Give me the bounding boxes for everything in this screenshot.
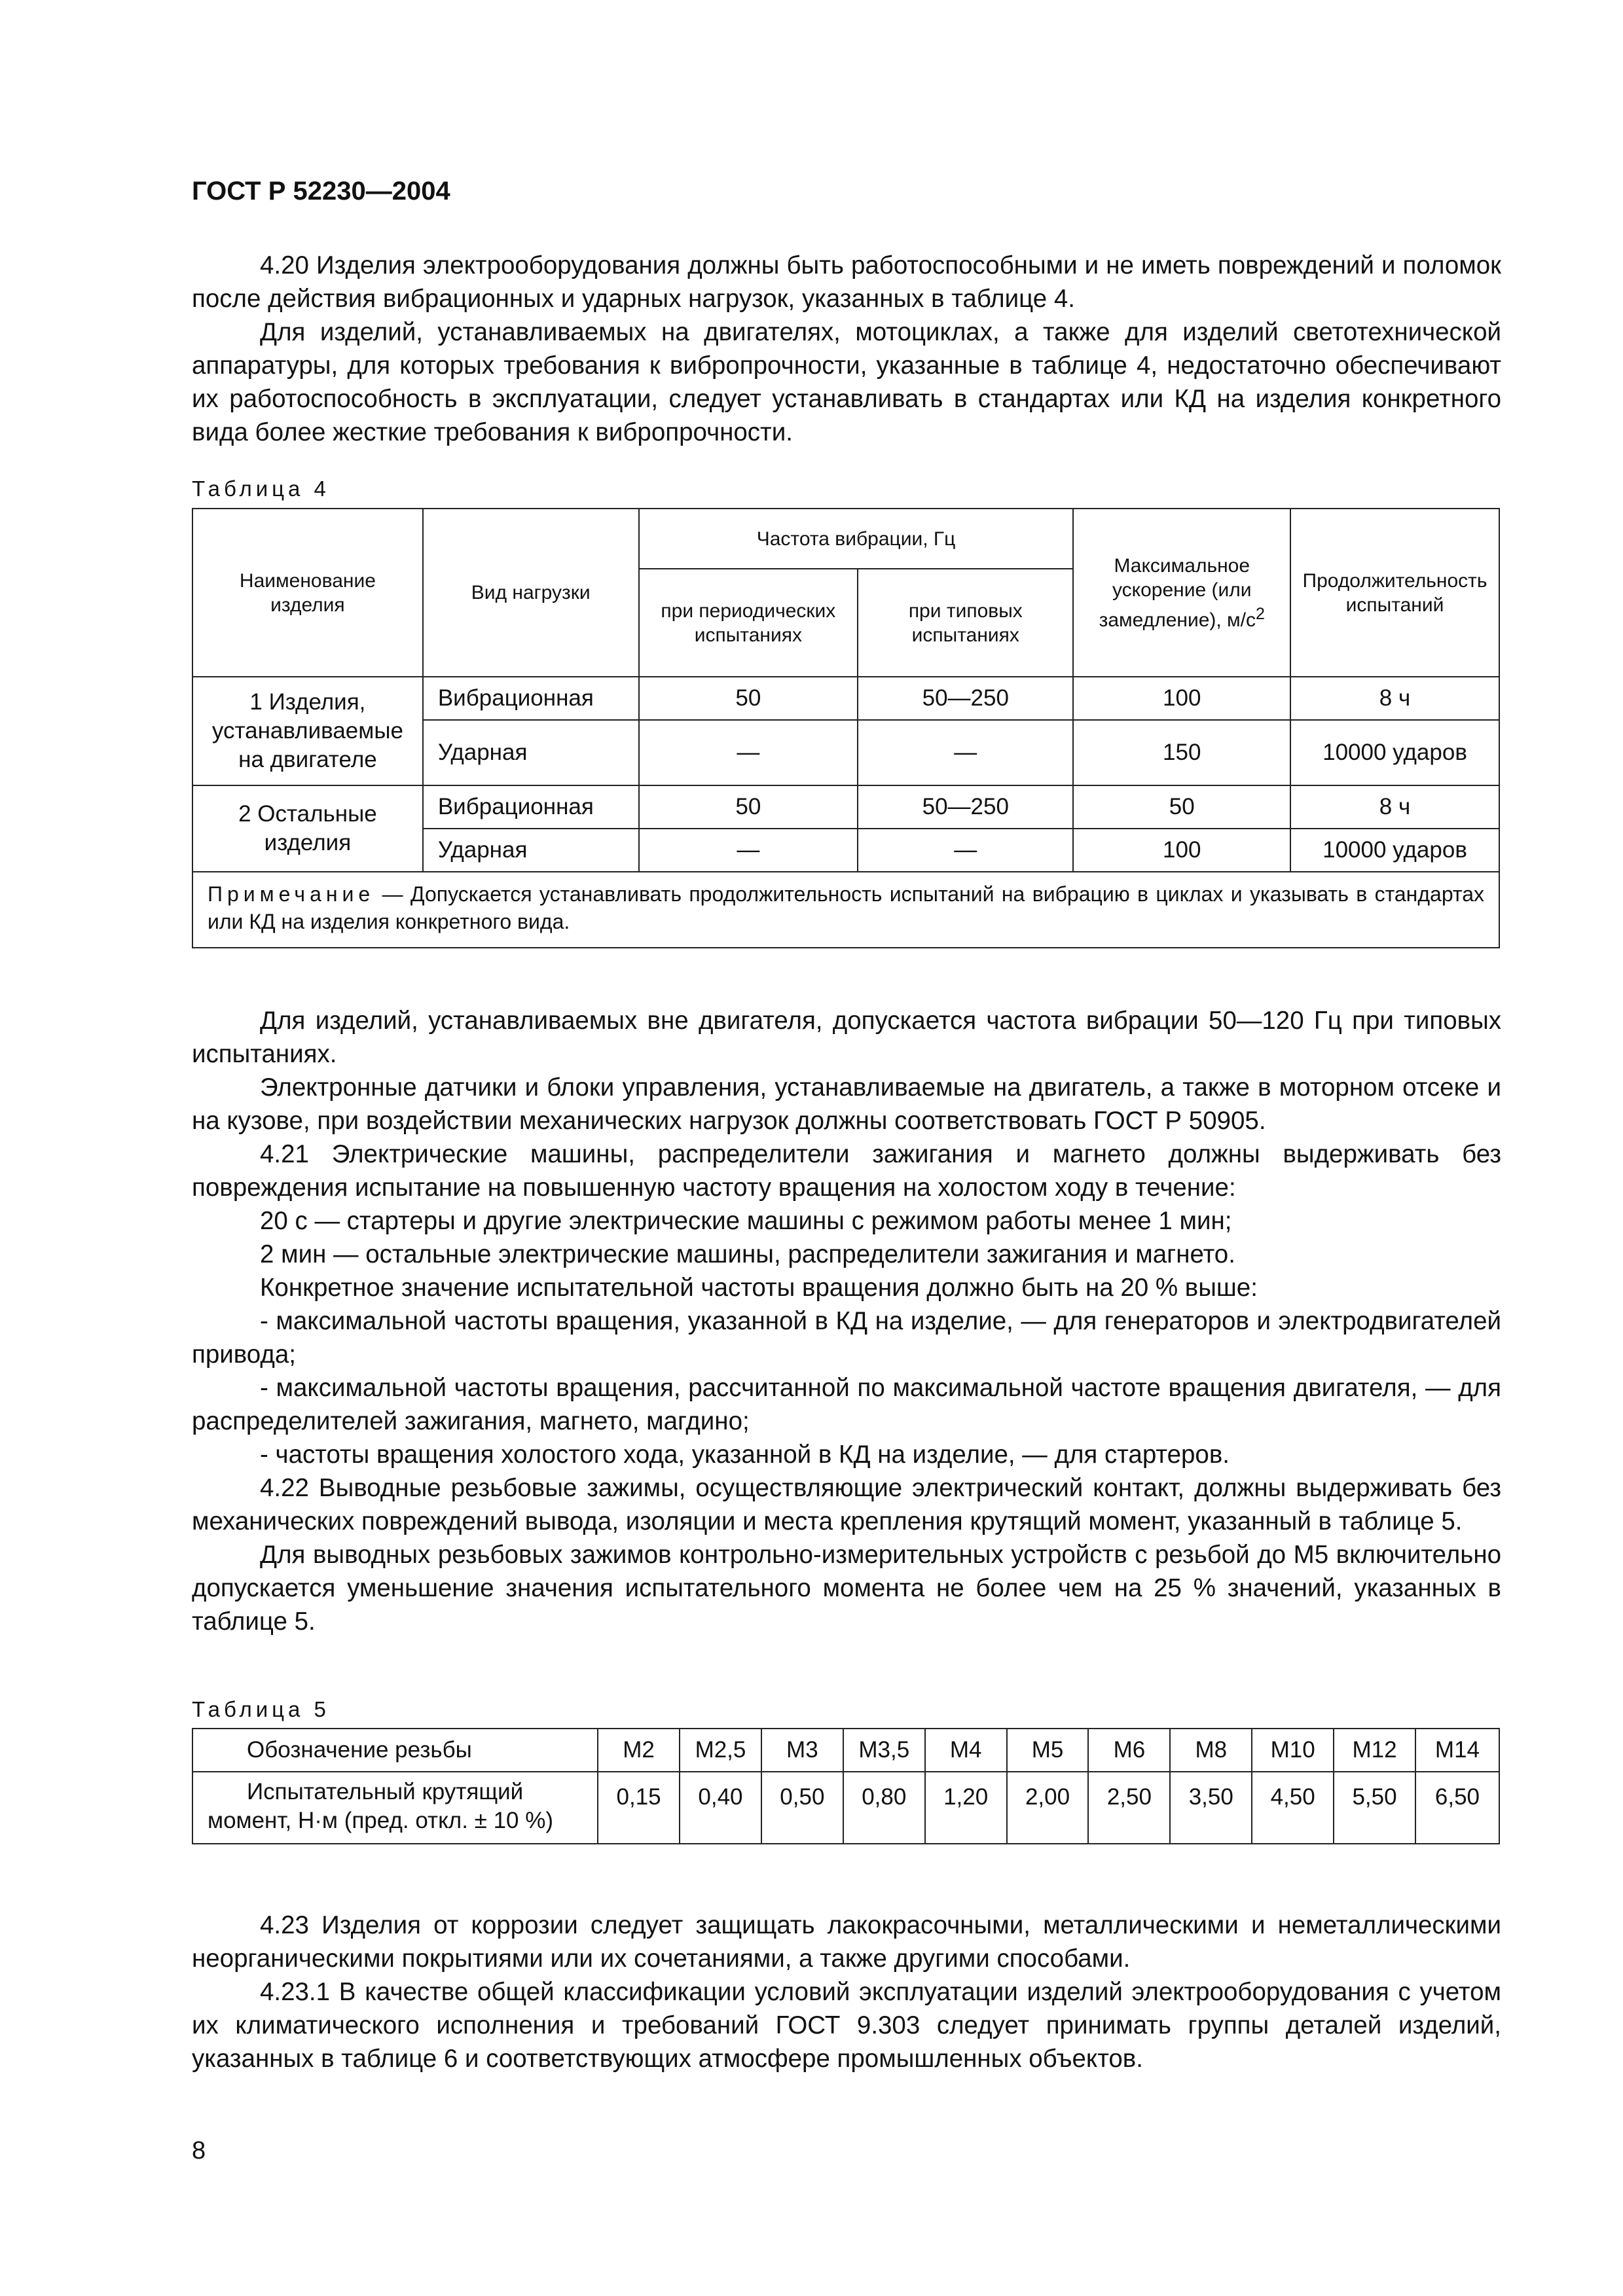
torque-cell: 0,40 bbox=[680, 1772, 761, 1844]
thread-row bbox=[192, 1729, 1499, 1772]
torque-cell: 4,50 bbox=[1252, 1772, 1334, 1844]
torque-cell: 0,80 bbox=[843, 1772, 925, 1844]
torque-cell: 6,50 bbox=[1415, 1772, 1499, 1844]
torque-cell: 2,00 bbox=[1007, 1772, 1089, 1844]
header-load-type: Вид нагрузки bbox=[423, 509, 639, 677]
duration-cell: 10000 ударов bbox=[1290, 829, 1499, 872]
torque-row-label: Испытательный крутящий момент, Н·м (пред. откл. ± 10 %) bbox=[192, 1772, 598, 1844]
paragraph: Для изделий, устанавливаемых на двигателях, мотоциклах, а также для изделий светотехнической аппаратуры, для которых требования к вибропрочности, указанные в таблице 4, недостаточно обеспечивают их работоспособность в эксплуатации, следует устанавливать в стандартах или КД на изделия конкретного вида более жесткие требования к вибропрочности. bbox=[192, 318, 1501, 446]
paragraph: 4.21 Электрические машины, распределители зажигания и магнето должны выдерживать без повреждения испытание на повышенную частоту вращения на холостом ходу в течение: bbox=[192, 1140, 1501, 1202]
section-4-20 bbox=[192, 249, 1501, 449]
thread-cell: М3,5 bbox=[843, 1729, 925, 1772]
frequency-periodic-cell: 50 bbox=[639, 677, 858, 720]
paragraph: 4.23 Изделия от коррозии следует защищать лакокрасочными, металлическими и неметаллическими неорганическими покрытиями или их сочетаниями, а также другими способами. bbox=[192, 1911, 1501, 1973]
note-label: Примечание bbox=[208, 882, 375, 906]
paragraph: 4.23.1 В качестве общей классификации условий эксплуатации изделий электрооборудования с учетом их климатического исполнения и требований ГОСТ 9.303 следует принимать группы деталей изделий, указанных в таблице 6 и соответствующих атмосфере промышленных объектов. bbox=[192, 1978, 1501, 2073]
thread-cell: М2,5 bbox=[680, 1729, 761, 1772]
acceleration-cell: 100 bbox=[1073, 677, 1290, 720]
header-max-acceleration-text: Максимальное ускорение (или замедление), м/с bbox=[1099, 554, 1256, 631]
list-item: - максимальной частоты вращения, рассчитанной по максимальной частоте вращения двигателя, — для распределителей зажигания, магнето, магдино; bbox=[192, 1374, 1501, 1435]
frequency-periodic-cell: 50 bbox=[639, 785, 858, 829]
document-code: ГОСТ Р 52230—2004 bbox=[192, 177, 450, 206]
thread-cell: М8 bbox=[1170, 1729, 1252, 1772]
header-frequency-periodic: при периодических испытаниях bbox=[639, 569, 858, 677]
torque-cell: 0,15 bbox=[598, 1772, 680, 1844]
thread-cell: М14 bbox=[1415, 1729, 1499, 1772]
frequency-typical-cell: — bbox=[858, 829, 1073, 872]
frequency-periodic-cell: — bbox=[639, 720, 858, 785]
product-group-name: 2 Остальные изделия bbox=[192, 785, 423, 872]
frequency-typical-cell: 50—250 bbox=[858, 785, 1073, 829]
torque-cell: 3,50 bbox=[1170, 1772, 1252, 1844]
thread-cell: М6 bbox=[1088, 1729, 1170, 1772]
paragraph: 2 мин — остальные электрические машины, распределители зажигания и магнето. bbox=[260, 1240, 1235, 1268]
unit-superscript: 2 bbox=[1256, 604, 1265, 623]
table4-caption: Таблица 4 bbox=[192, 476, 330, 501]
duration-cell: 10000 ударов bbox=[1290, 720, 1499, 785]
table5-caption: Таблица 5 bbox=[192, 1697, 330, 1721]
header-max-acceleration bbox=[1073, 509, 1290, 677]
load-type-cell: Ударная bbox=[423, 829, 639, 872]
paragraph: 4.20 Изделия электрооборудования должны быть работоспособными и не иметь повреждений и поломок после действия вибрационных и ударных нагрузок, указанных в таблице 4. bbox=[192, 251, 1501, 313]
table4-note bbox=[192, 872, 1499, 948]
load-type-cell: Вибрационная bbox=[423, 785, 639, 829]
duration-cell: 8 ч bbox=[1290, 677, 1499, 720]
paragraph: Конкретное значение испытательной частоты вращения должно быть на 20 % выше: bbox=[260, 1274, 1258, 1302]
product-group-name: 1 Изделия, устанавливаемые на двигателе bbox=[192, 677, 423, 785]
thread-cell: М10 bbox=[1252, 1729, 1334, 1772]
header-duration: Продолжительность испытаний bbox=[1290, 509, 1499, 677]
section-4-20-4-22 bbox=[192, 1004, 1501, 1638]
thread-cell: М2 bbox=[598, 1729, 680, 1772]
page-number: 8 bbox=[192, 2137, 206, 2164]
header-product-name: Наименование изделия bbox=[192, 509, 423, 677]
torque-cell: 0,50 bbox=[761, 1772, 843, 1844]
torque-row bbox=[192, 1772, 1499, 1844]
thread-row-label: Обозначение резьбы bbox=[192, 1729, 598, 1772]
frequency-typical-cell: 50—250 bbox=[858, 677, 1073, 720]
list-item: - частоты вращения холостого хода, указанной в КД на изделие, — для стартеров. bbox=[260, 1441, 1230, 1469]
thread-cell: М4 bbox=[925, 1729, 1007, 1772]
section-4-23 bbox=[192, 1909, 1501, 2075]
paragraph: Для изделий, устанавливаемых вне двигателя, допускается частота вибрации 50—120 Гц при типовых испытаниях. bbox=[192, 1007, 1501, 1068]
load-type-cell: Ударная bbox=[423, 720, 639, 785]
duration-cell: 8 ч bbox=[1290, 785, 1499, 829]
note-text: — Допускается устанавливать продолжительность испытаний на вибрацию в циклах и указывать в стандартах или КД на изделия конкретного вида. bbox=[208, 882, 1484, 933]
table-4 bbox=[192, 508, 1500, 948]
thread-cell: М5 bbox=[1007, 1729, 1089, 1772]
list-item: - максимальной частоты вращения, указанной в КД на изделие, — для генераторов и электродвигателей привода; bbox=[192, 1307, 1501, 1369]
frequency-typical-cell: — bbox=[858, 720, 1073, 785]
thread-cell: М12 bbox=[1334, 1729, 1415, 1772]
table-5 bbox=[192, 1728, 1500, 1844]
torque-cell: 2,50 bbox=[1088, 1772, 1170, 1844]
header-frequency: Частота вибрации, Гц bbox=[639, 509, 1074, 569]
acceleration-cell: 50 bbox=[1073, 785, 1290, 829]
torque-cell: 1,20 bbox=[925, 1772, 1007, 1844]
load-type-cell: Вибрационная bbox=[423, 677, 639, 720]
paragraph: Электронные датчики и блоки управления, устанавливаемые на двигатель, а также в моторном отсеке и на кузове, при воздействии механических нагрузок должны соответствовать ГОСТ Р 50905. bbox=[192, 1073, 1501, 1135]
frequency-periodic-cell: — bbox=[639, 829, 858, 872]
paragraph: 4.22 Выводные резьбовые зажимы, осуществляющие электрический контакт, должны выдерживать без механических повреждений вывода, изоляции и места крепления крутящий момент, указанный в таблице 5. bbox=[192, 1474, 1501, 1535]
paragraph: 20 с — стартеры и другие электрические машины с режимом работы менее 1 мин; bbox=[260, 1207, 1232, 1235]
torque-cell: 5,50 bbox=[1334, 1772, 1415, 1844]
header-frequency-typical: при типовых испытаниях bbox=[858, 569, 1073, 677]
acceleration-cell: 100 bbox=[1073, 829, 1290, 872]
acceleration-cell: 150 bbox=[1073, 720, 1290, 785]
paragraph: Для выводных резьбовых зажимов контрольно-измерительных устройств с резьбой до М5 включительно допускается уменьшение значения испытательного момента не более чем на 25 % значений, указанных в таблице 5. bbox=[192, 1541, 1501, 1636]
thread-cell: М3 bbox=[761, 1729, 843, 1772]
